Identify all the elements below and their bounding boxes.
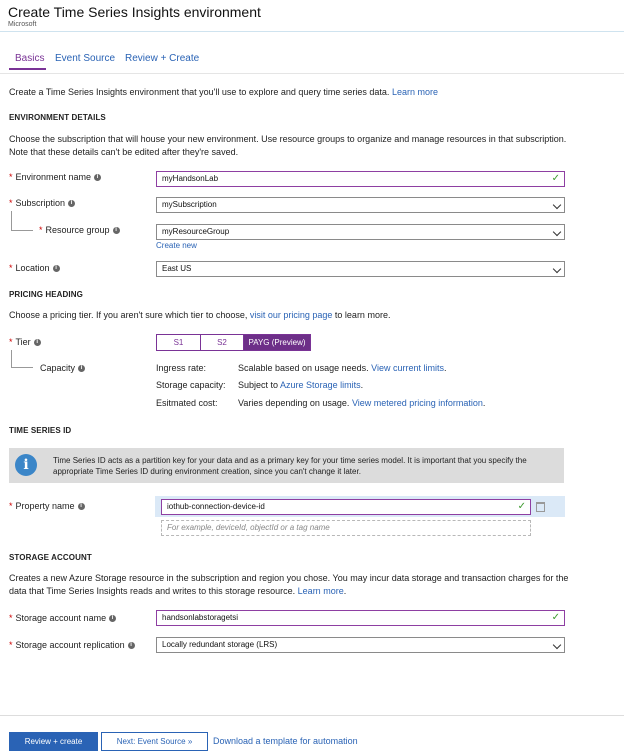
required-asterisk: *	[9, 640, 13, 650]
header-divider	[0, 31, 624, 32]
active-tab-indicator	[9, 68, 46, 70]
chevron-down-icon	[553, 201, 561, 209]
chevron-down-icon	[553, 265, 561, 273]
environment-details-heading: ENVIRONMENT DETAILS	[9, 113, 106, 122]
storage-account-name-label-text: Storage account name	[15, 613, 107, 623]
tree-connector	[11, 211, 12, 230]
capacity-label-text: Capacity	[40, 363, 76, 373]
location-label-text: Location	[15, 263, 50, 273]
storage-replication-value: Locally redundant storage (LRS)	[162, 640, 278, 649]
info-icon[interactable]: i	[53, 265, 60, 272]
info-icon[interactable]: i	[109, 615, 116, 622]
property-name-label	[9, 501, 85, 511]
capacity-value-storage	[238, 379, 363, 392]
subscription-select[interactable]	[156, 197, 565, 213]
property-name-input[interactable]	[161, 499, 531, 515]
environment-name-label-text: Environment name	[15, 172, 92, 182]
storage-replication-label-text: Storage account replication	[15, 640, 125, 650]
info-icon[interactable]: i	[78, 503, 85, 510]
property-name-value: iothub-connection-device-id	[167, 502, 265, 511]
intro-description: Create a Time Series Insights environment that you'll use to explore and query time series data.	[9, 87, 390, 97]
storage-account-name-label	[9, 613, 116, 623]
tab-basics[interactable]: Basics	[15, 53, 45, 64]
download-template-link[interactable]: Download a template for automation	[213, 736, 358, 746]
required-asterisk: *	[9, 501, 13, 511]
location-select[interactable]	[156, 261, 565, 277]
storage-replication-label	[9, 640, 135, 650]
tier-label	[9, 337, 41, 347]
environment-name-value: myHandsonLab	[162, 174, 219, 183]
storage-value: Subject to	[238, 380, 279, 390]
tab-review-create[interactable]: Review + Create	[125, 53, 200, 64]
storage-description	[9, 572, 569, 598]
location-value: East US	[162, 264, 192, 273]
subscription-value: mySubscription	[162, 200, 217, 209]
footer-divider	[0, 715, 624, 716]
trash-icon[interactable]	[536, 502, 545, 512]
tab-event-source[interactable]: Event Source	[55, 53, 116, 64]
info-icon[interactable]: i	[68, 200, 75, 207]
azure-storage-limits-link[interactable]: Azure Storage limits	[280, 380, 361, 390]
checkmark-icon: ✓	[551, 173, 560, 184]
resource-group-value: myResourceGroup	[162, 227, 230, 236]
info-circle-icon: i	[15, 454, 37, 476]
capacity-value-cost	[238, 397, 485, 410]
review-create-button[interactable]: Review + create	[9, 732, 98, 751]
chevron-down-icon	[553, 641, 561, 649]
resource-group-label-text: Resource group	[45, 225, 110, 235]
required-asterisk: *	[9, 337, 13, 347]
property-name-placeholder-input[interactable]: For example, deviceId, objectId or a tag name	[161, 520, 531, 536]
tabs-divider	[0, 73, 624, 74]
pricing-description	[9, 309, 390, 322]
chevron-down-icon	[553, 228, 561, 236]
required-asterisk: *	[9, 613, 13, 623]
intro-text	[9, 86, 438, 99]
info-icon[interactable]: i	[128, 642, 135, 649]
storage-account-name-value: handsonlabstoragetsi	[162, 613, 239, 622]
capacity-key-storage: Storage capacity:	[156, 380, 226, 390]
environment-name-input[interactable]	[156, 171, 565, 187]
intro-learn-more-link[interactable]: Learn more	[391, 87, 438, 97]
capacity-label	[40, 363, 85, 373]
resource-group-select[interactable]	[156, 224, 565, 240]
pricing-page-link[interactable]: visit our pricing page	[249, 310, 333, 320]
ingress-value: Scalable based on usage needs.	[238, 363, 369, 373]
create-new-link[interactable]: Create new	[156, 241, 197, 250]
view-current-limits-link[interactable]: View current limits	[371, 363, 444, 373]
storage-suffix: .	[360, 380, 364, 390]
time-series-id-info: Time Series ID acts as a partition key for your data and as a primary key for your time series model. It is important that you specify the appropriate Time Series ID during environment creation, since you can't change it later.	[53, 456, 527, 476]
required-asterisk: *	[39, 225, 43, 235]
required-asterisk: *	[9, 198, 13, 208]
pricing-heading: PRICING HEADING	[9, 290, 83, 299]
tier-label-text: Tier	[15, 337, 31, 347]
next-event-source-button[interactable]: Next: Event Source »	[101, 732, 208, 751]
tree-connector	[11, 230, 33, 231]
storage-learn-more-link[interactable]: Learn more	[297, 586, 344, 596]
resource-group-label	[39, 225, 120, 235]
tree-connector	[11, 367, 33, 368]
tree-connector	[11, 350, 12, 367]
capacity-key-cost: Esitmated cost:	[156, 398, 218, 408]
storage-replication-select[interactable]	[156, 637, 565, 653]
tier-payg-button[interactable]: PAYG (Preview)	[243, 334, 311, 351]
page-title: Create Time Series Insights environment	[8, 4, 261, 20]
tier-s1-button[interactable]: S1	[156, 334, 201, 351]
storage-account-name-input[interactable]	[156, 610, 565, 626]
location-label	[9, 263, 60, 273]
capacity-key-ingress: Ingress rate:	[156, 363, 207, 373]
storage-period: .	[343, 586, 347, 596]
info-icon[interactable]: i	[94, 174, 101, 181]
required-asterisk: *	[9, 172, 13, 182]
checkmark-icon: ✓	[551, 612, 560, 623]
environment-details-description: Choose the subscription that will house your new environment. Use resource groups to organize and manage resources in that subscription. Note that these details can't be edited after they're saved.	[9, 134, 567, 157]
info-icon[interactable]: i	[113, 227, 120, 234]
property-name-label-text: Property name	[15, 501, 75, 511]
storage-account-heading: STORAGE ACCOUNT	[9, 553, 92, 562]
subscription-label-text: Subscription	[15, 198, 66, 208]
subscription-label	[9, 198, 75, 208]
required-asterisk: *	[9, 263, 13, 273]
info-icon[interactable]: i	[34, 339, 41, 346]
time-series-id-heading: TIME SERIES ID	[9, 426, 72, 435]
checkmark-icon: ✓	[517, 501, 526, 512]
pricing-text-before: Choose a pricing tier. If you aren't sure which tier to choose,	[9, 310, 248, 320]
publisher-label: Microsoft	[8, 21, 37, 28]
storage-description-text: Creates a new Azure Storage resource in the subscription and region you chose. You may incur data storage and transaction charges for the data that Time Series Insights reads and writes to this storage resource.	[9, 573, 569, 596]
cost-value: Varies depending on usage.	[238, 398, 350, 408]
environment-name-label	[9, 172, 101, 182]
tier-s2-button[interactable]: S2	[200, 334, 244, 351]
cost-suffix: .	[482, 398, 486, 408]
capacity-value-ingress	[238, 362, 447, 375]
view-metered-pricing-link[interactable]: View metered pricing information	[351, 398, 483, 408]
info-icon[interactable]: i	[78, 365, 85, 372]
ingress-suffix: .	[443, 363, 447, 373]
pricing-text-after: to learn more.	[334, 310, 391, 320]
